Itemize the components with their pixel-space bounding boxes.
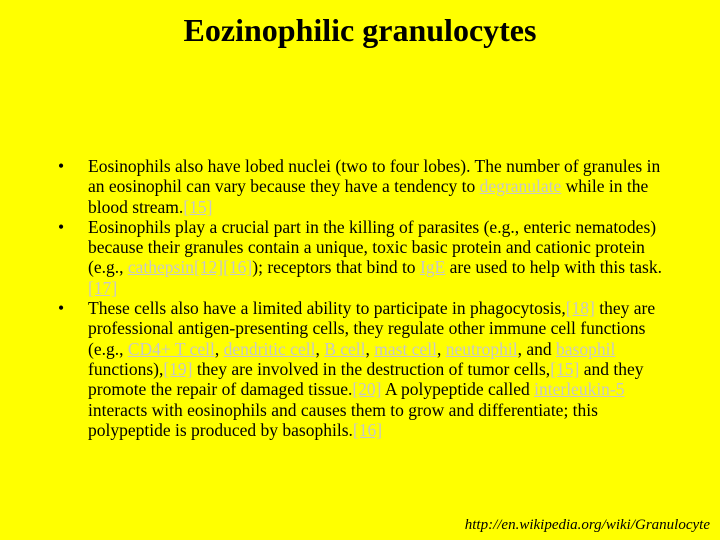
- bullet-marker: •: [58, 216, 65, 237]
- bullet-text: ,: [365, 338, 375, 359]
- bullet-text: interacts with eosinophils and causes them to grow and differentiate; this polypeptide is produced by basophils.: [88, 399, 598, 440]
- hyperlink[interactable]: interleukin-5: [534, 379, 625, 400]
- hyperlink[interactable]: cathepsin: [127, 257, 194, 278]
- bullet-text: These cells also have a limited ability to participate in phagocytosis,: [88, 298, 566, 319]
- hyperlink[interactable]: degranulate: [479, 176, 562, 197]
- hyperlink[interactable]: [19]: [163, 358, 193, 379]
- hyperlink[interactable]: [15]: [550, 358, 580, 379]
- bullet-text: they are involved in the destruction of tumor cells,: [192, 358, 551, 379]
- bullet-text: ,: [315, 338, 325, 359]
- bullet-list: [58, 156, 670, 440]
- bullet-text: functions),: [88, 358, 164, 379]
- hyperlink[interactable]: basophil: [556, 338, 616, 359]
- hyperlink[interactable]: dendritic cell: [223, 338, 316, 359]
- hyperlink[interactable]: [17]: [88, 277, 118, 298]
- bullet-text: Eosinophils play a crucial part in the killing of parasites (e.g., enteric nematodes) because their granules contain a unique, toxic basic protein and cationic protein (e.g.,: [88, 216, 657, 278]
- hyperlink[interactable]: neutrophil: [445, 338, 518, 359]
- bullet-text: and they promote the repair of damaged tissue.: [88, 358, 644, 400]
- bullet-marker: •: [58, 156, 65, 176]
- hyperlink[interactable]: [12]: [193, 257, 224, 278]
- bullet-item: [58, 156, 670, 217]
- bullet-text: ); receptors that bind to: [252, 257, 420, 278]
- bullet-text: ,: [214, 338, 224, 359]
- slide-title: Eozinophilic granulocytes: [183, 12, 537, 48]
- hyperlink[interactable]: B cell: [324, 338, 366, 359]
- hyperlink[interactable]: [20]: [352, 379, 382, 400]
- bullet-text: they are professional antigen-presenting cells, they regulate other immune cell functions (e.g.,: [88, 298, 656, 359]
- hyperlink[interactable]: mast cell: [374, 338, 437, 359]
- bullet-text: , and: [517, 338, 557, 359]
- bullet-text: are used to help with this task.: [445, 257, 662, 278]
- bullet-text: ,: [436, 338, 446, 359]
- hyperlink[interactable]: CD4+ T cell: [127, 338, 215, 359]
- bullet-marker: •: [58, 298, 65, 319]
- bullet-text: A polypeptide called: [381, 379, 535, 400]
- hyperlink[interactable]: [18]: [565, 298, 595, 319]
- bullet-item: [58, 217, 670, 298]
- hyperlink[interactable]: [15]: [183, 196, 213, 217]
- hyperlink[interactable]: IgE: [419, 257, 446, 278]
- hyperlink[interactable]: [16]: [223, 257, 253, 278]
- bullet-text: while in the blood stream.: [88, 176, 649, 217]
- bullet-item: [58, 298, 670, 440]
- source-url[interactable]: http://en.wikipedia.org/wiki/Granulocyte: [464, 517, 710, 533]
- hyperlink[interactable]: [16]: [352, 419, 383, 440]
- bullet-text: Eosinophils also have lobed nuclei (two to four lobes). The number of granules in an eosinophil can vary because they have a tendency to: [88, 156, 661, 197]
